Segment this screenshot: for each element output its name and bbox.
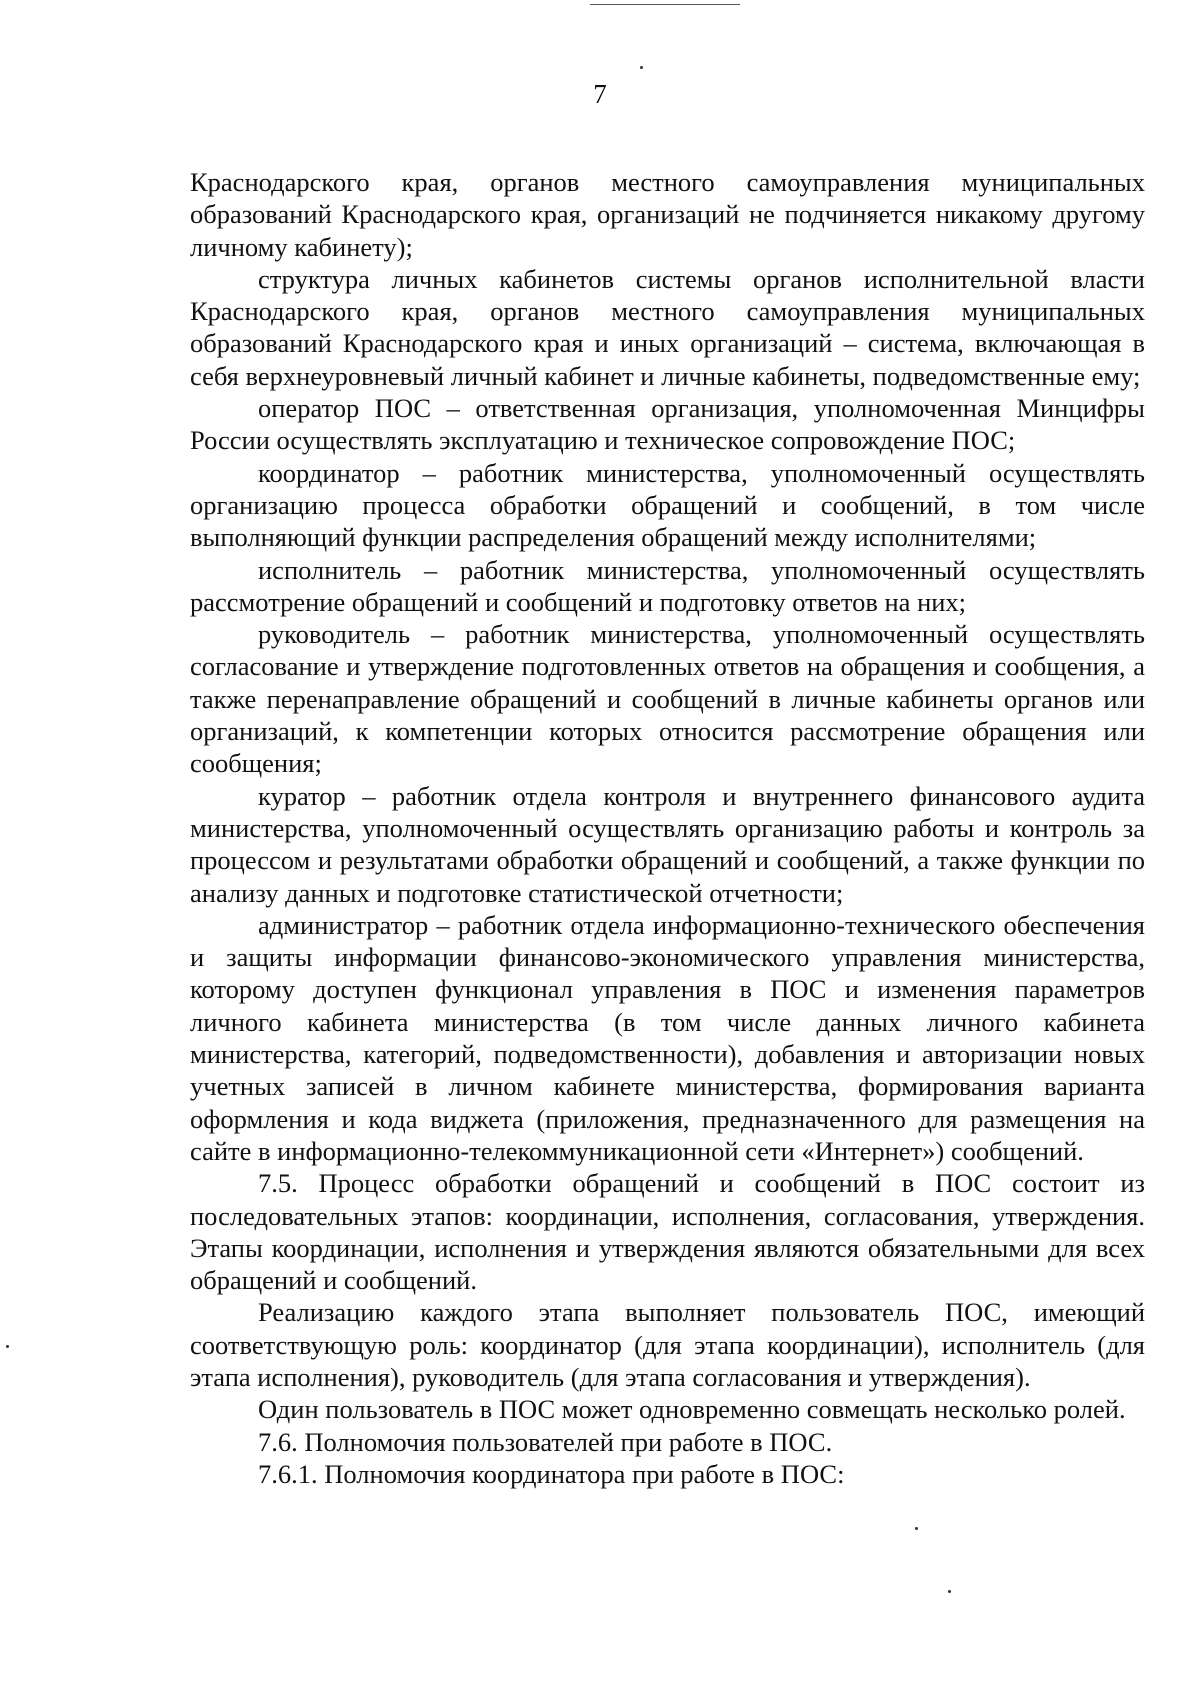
scan-speck [948,1590,951,1593]
paragraph: руководитель – работник министерства, уполномоченный осуществлять согласование и утверждение подготовленных ответов на обращения и сообщения, а также перенаправление обращений и сообщений в личные кабинеты органов или организаций, к компетенции которых относится рассмотрение обращения или сообщения; [190,619,1145,779]
paragraph: Краснодарского края, органов местного самоуправления муниципальных образований Краснодарского края, организаций не подчиняется никакому другому личному кабинету); [190,167,1145,262]
paragraph: 7.6.1. Полномочия координатора при работе в ПОС: [258,1458,845,1489]
scan-speck [640,66,643,69]
scan-artifact-line [590,4,740,5]
paragraph: Один пользователь в ПОС может одновременно совмещать несколько ролей. [258,1394,1126,1425]
page-number: 7 [593,79,607,109]
paragraph: оператор ПОС – ответственная организация, уполномоченная Минцифры России осуществлять эксплуатацию и техническое сопровождение ПОС; [190,393,1145,456]
paragraph: куратор – работник отдела контроля и внутреннего финансового аудита министерства, уполномоченный осуществлять организацию работы и контроль за процессом и результатами обработки обращений и сообщений, а также функции по анализу данных и подготовке статистической отчетности; [190,780,1145,908]
paragraph: исполнитель – работник министерства, уполномоченный осуществлять рассмотрение обращений и сообщений и подготовку ответов на них; [190,554,1145,617]
scan-speck [915,1527,918,1530]
document-body [190,166,1145,1490]
paragraph: 7.6. Полномочия пользователей при работе в ПОС. [258,1426,833,1457]
paragraph: 7.5. Процесс обработки обращений и сообщений в ПОС состоит из последовательных этапов: координации, исполнения, согласования, утверждения. Этапы координации, исполнения и утверждения являются обязательными для всех обращений и сообщений. [190,1168,1145,1296]
scan-speck [6,1345,9,1348]
paragraph: координатор – работник министерства, уполномоченный осуществлять организацию процесса обработки обращений и сообщений, в том числе выполняющий функции распределения обращений между исполнителями; [190,457,1145,553]
paragraph: администратор – работник отдела информационно-технического обеспечения и защиты информации финансово-экономического управления министерства, которому доступен функционал управления в ПОС и изменения параметров личного кабинета министерства (в том числе данных личного кабинета министерства, категорий, подведомственности), добавления и авторизации новых учетных записей в личном кабинете министерства, формирования варианта оформления и кода виджета (приложения, предназначенного для размещения на сайте в информационно-телекоммуникационной сети «Интернет») сообщений. [190,909,1145,1166]
paragraph: Реализацию каждого этапа выполняет пользователь ПОС, имеющий соответствующую роль: координатор (для этапа координации), исполнитель (для этапа исполнения), руководитель (для этапа согласования и утверждения). [190,1297,1145,1392]
paragraph: структура личных кабинетов системы органов исполнительной власти Краснодарского края, органов местного самоуправления муниципальных образований Краснодарского края и иных организаций – система, включающая в себя верхнеуровневый личный кабинет и личные кабинеты, подведомственные ему; [190,263,1145,391]
